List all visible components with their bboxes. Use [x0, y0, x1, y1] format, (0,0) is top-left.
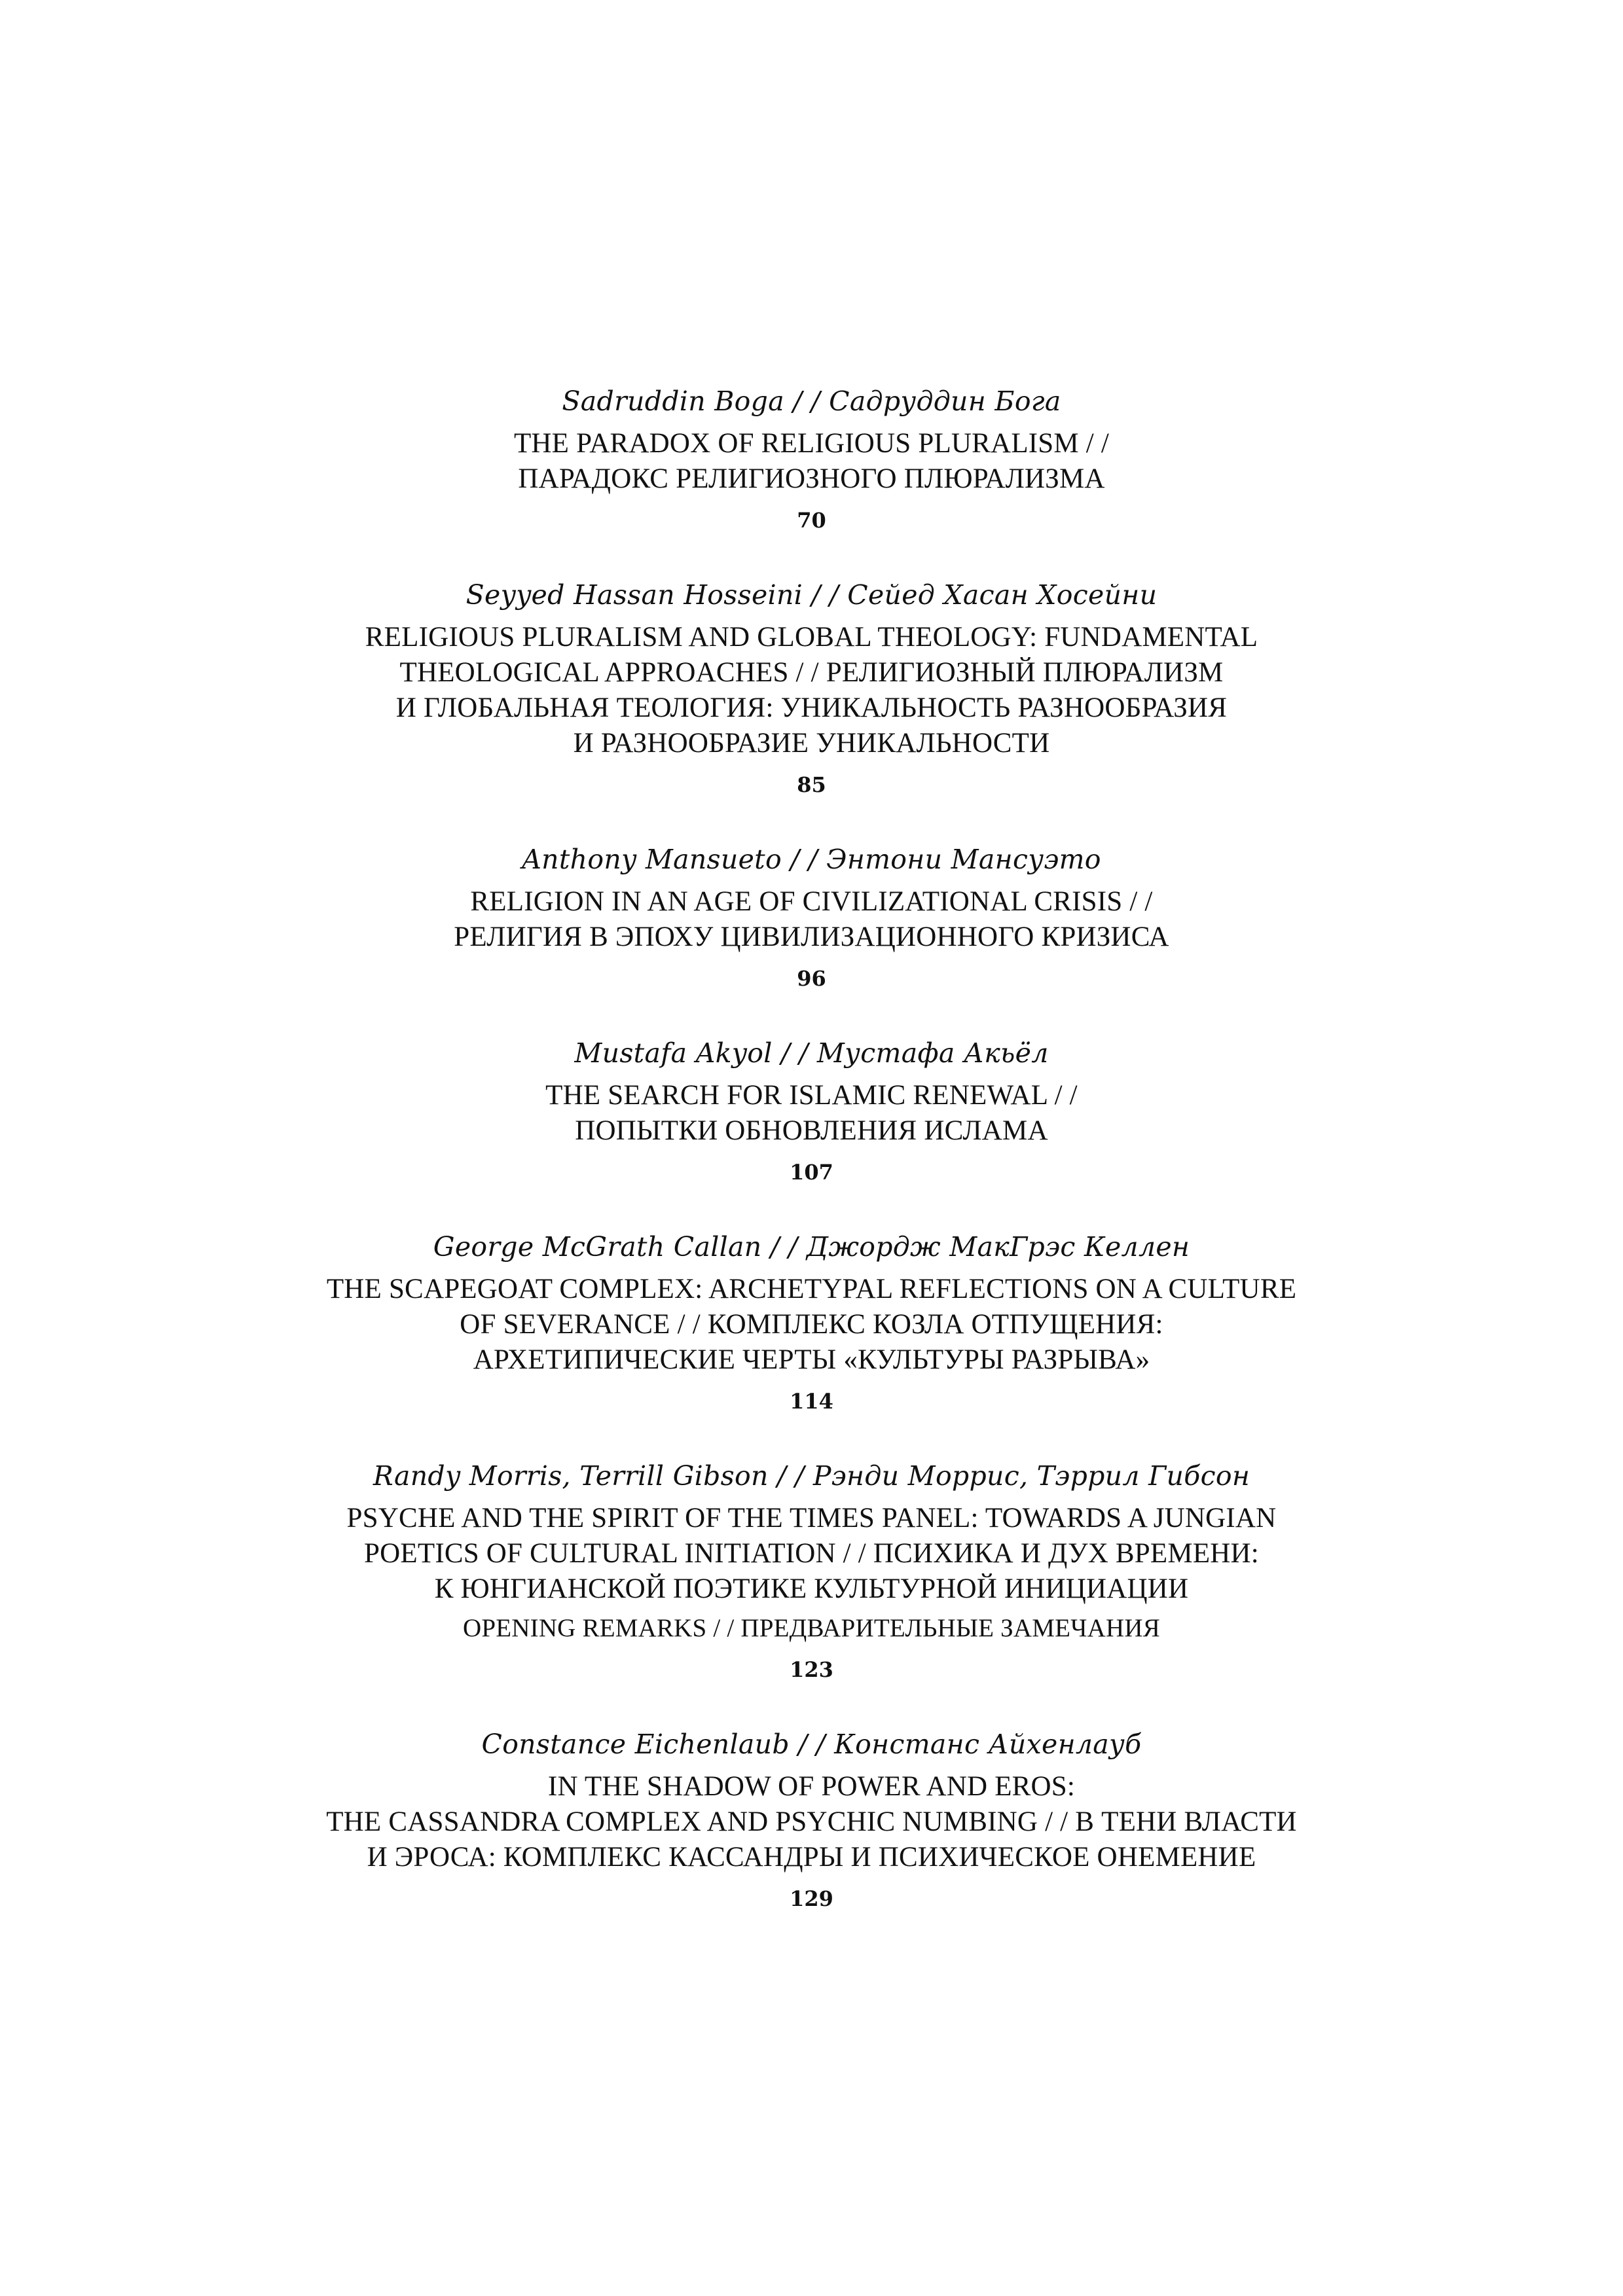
- entry-page-number: 123: [790, 1657, 833, 1682]
- entry-page-number: 129: [790, 1886, 833, 1911]
- entry-page-number: 70: [797, 508, 826, 533]
- entry-title-line: И РАЗНООБРАЗИЕ УНИКАЛЬНОСТИ: [573, 728, 1050, 759]
- entry-title-line: THE PARADOX OF RELIGIOUS PLURALISM / /: [513, 428, 1110, 459]
- entry-page-number: 114: [790, 1389, 833, 1414]
- entry-title-line: RELIGIOUS PLURALISM AND GLOBAL THEOLOGY: FUNDAMENTAL: [365, 622, 1258, 653]
- toc-entry: [0, 383, 1623, 535]
- entry-title-line: THE CASSANDRA COMPLEX AND PSYCHIC NUMBING / / В ТЕНИ ВЛАСТИ: [326, 1806, 1297, 1837]
- entry-title-line: РЕЛИГИЯ В ЭПОХУ ЦИВИЛИЗАЦИОННОГО КРИЗИСА: [454, 922, 1169, 952]
- entry-title-line: POETICS OF CULTURAL INITIATION / / ПСИХИКА И ДУХ ВРЕМЕНИ:: [364, 1538, 1259, 1569]
- entry-author: Constance Eichenlaub / / Констанс Айхенлауб: [481, 1729, 1142, 1760]
- entry-title-line: PSYCHE AND THE SPIRIT OF THE TIMES PANEL: TOWARDS A JUNGIAN: [346, 1503, 1277, 1534]
- entry-title-line: RELIGION IN AN AGE OF CIVILIZATIONAL CRISIS / /: [470, 886, 1153, 917]
- entry-author: Anthony Mansueto / / Энтони Мансуэто: [522, 844, 1101, 875]
- toc-entry: [0, 1458, 1623, 1684]
- entry-author: Seyyed Hassan Hosseini / / Сейед Хасан Хосейни: [465, 579, 1158, 611]
- table-of-contents: [0, 383, 1623, 1955]
- entry-subtitle: OPENING REMARKS / / ПРЕДВАРИТЕЛЬНЫЕ ЗАМЕЧАНИЯ: [462, 1614, 1160, 1642]
- entry-author: Sadruddin Boga / / Садруддин Бога: [562, 386, 1061, 417]
- entry-author: Mustafa Akyol / / Мустафа Акьёл: [574, 1037, 1049, 1069]
- toc-entry: [0, 841, 1623, 993]
- toc-entry: [0, 1229, 1623, 1416]
- entry-title: [0, 426, 1623, 497]
- entry-title-line: АРХЕТИПИЧЕСКИЕ ЧЕРТЫ «КУЛЬТУРЫ РАЗРЫВА»: [473, 1344, 1150, 1375]
- entry-author: Randy Morris, Terrill Gibson / / Рэнди Моррис, Тэррил Гибсон: [373, 1460, 1250, 1492]
- entry-title-line: И ГЛОБАЛЬНАЯ ТЕОЛОГИЯ: УНИКАЛЬНОСТЬ РАЗНООБРАЗИЯ: [395, 692, 1228, 723]
- entry-title-line: THE SEARCH FOR ISLAMIC RENEWAL / /: [545, 1080, 1078, 1111]
- entry-title: [0, 620, 1623, 761]
- entry-title-line: К ЮНГИАНСКОЙ ПОЭТИКЕ КУЛЬТУРНОЙ ИНИЦИАЦИИ: [434, 1573, 1189, 1604]
- entry-title-line: THE SCAPEGOAT COMPLEX: ARCHETYPAL REFLECTIONS ON A CULTURE: [326, 1274, 1297, 1304]
- entry-page-number: 96: [797, 966, 826, 991]
- toc-entry: [0, 1035, 1623, 1187]
- entry-title: [0, 1769, 1623, 1875]
- entry-title-line: THEOLOGICAL APPROACHES / / РЕЛИГИОЗНЫЙ ПЛЮРАЛИЗМ: [399, 657, 1224, 688]
- entry-title-line: OF SEVERANCE / / КОМПЛЕКС КОЗЛА ОТПУЩЕНИЯ:: [460, 1309, 1163, 1340]
- entry-page-number: 85: [797, 772, 826, 797]
- entry-title: [0, 1078, 1623, 1149]
- entry-author: George McGrath Callan / / Джордж МакГрэс Келлен: [433, 1231, 1190, 1263]
- toc-entry: [0, 577, 1623, 799]
- entry-title: [0, 884, 1623, 955]
- entry-title-line: ПОПЫТКИ ОБНОВЛЕНИЯ ИСЛАМА: [575, 1115, 1048, 1146]
- entry-page-number: 107: [790, 1160, 833, 1185]
- entry-title-line: ПАРАДОКС РЕЛИГИОЗНОГО ПЛЮРАЛИЗМА: [518, 463, 1105, 494]
- entry-title: [0, 1501, 1623, 1607]
- entry-title-line: И ЭРОСА: КОМПЛЕКС КАССАНДРЫ И ПСИХИЧЕСКОЕ ОНЕМЕНИЕ: [367, 1842, 1256, 1873]
- toc-entry: [0, 1726, 1623, 1913]
- entry-title: [0, 1272, 1623, 1378]
- entry-title-line: IN THE SHADOW OF POWER AND EROS:: [547, 1771, 1076, 1802]
